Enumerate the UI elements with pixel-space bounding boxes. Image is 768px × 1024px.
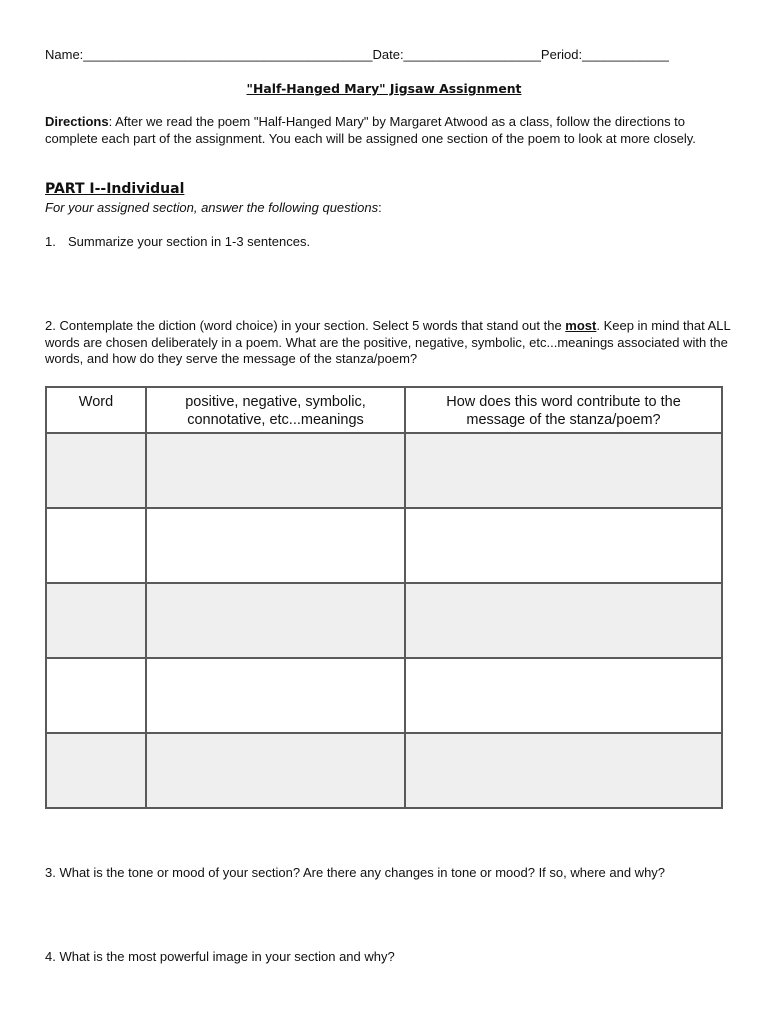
directions-text: : After we read the poem "Half-Hanged Mary" by Margaret Atwood as a class, follow the directions to complete each part of the assignment. You each will be assigned one section of the poem to look at more closely. (45, 114, 696, 146)
directions-label: Directions (45, 114, 109, 129)
contribution-cell[interactable] (405, 583, 722, 658)
table-row (46, 658, 722, 733)
meanings-cell[interactable] (146, 733, 405, 808)
question-2 (45, 318, 735, 368)
part-one-subtitle (45, 200, 382, 215)
header-word: Word (46, 387, 146, 433)
meanings-cell[interactable] (146, 583, 405, 658)
contribution-cell[interactable] (405, 508, 722, 583)
contribution-cell[interactable] (405, 658, 722, 733)
question-2-text-before: 2. Contemplate the diction (word choice) in your section. Select 5 words that stand out the (45, 318, 566, 333)
name-date-period-line: Name:________________________________________Date:___________________Period:____________ (45, 47, 669, 62)
contribution-cell[interactable] (405, 733, 722, 808)
word-cell[interactable] (46, 658, 146, 733)
question-1 (45, 234, 310, 249)
directions-paragraph (45, 114, 735, 147)
question-4: 4. What is the most powerful image in your section and why? (45, 949, 395, 964)
header-meanings: positive, negative, symbolic, connotative, etc...meanings (146, 387, 405, 433)
meanings-cell[interactable] (146, 508, 405, 583)
table-row (46, 508, 722, 583)
header-contribution: How does this word contribute to the message of the stanza/poem? (405, 387, 722, 433)
word-cell[interactable] (46, 508, 146, 583)
word-cell[interactable] (46, 583, 146, 658)
diction-table (45, 386, 723, 809)
worksheet-title: "Half-Hanged Mary" Jigsaw Assignment (246, 81, 522, 96)
part-one-heading: PART I--Individual (45, 181, 185, 197)
question-3: 3. What is the tone or mood of your section? Are there any changes in tone or mood? If so, where and why? (45, 865, 666, 880)
part-one-subtitle-colon: : (378, 200, 382, 215)
word-cell[interactable] (46, 733, 146, 808)
part-one-subtitle-text: For your assigned section, answer the following questions (45, 200, 379, 215)
table-row (46, 583, 722, 658)
question-1-text: Summarize your section in 1-3 sentences. (68, 234, 311, 249)
meanings-cell[interactable] (146, 433, 405, 508)
question-2-text-after: . Keep in mind that ALL words are chosen deliberately in a poem. What are the positive, negative, symbolic, etc...meanings associated with the words, and how do they serve the message of the stanza/poem? (45, 318, 731, 367)
word-cell[interactable] (46, 433, 146, 508)
table-row (46, 733, 722, 808)
question-2-emphasis: most (565, 318, 597, 333)
contribution-cell[interactable] (405, 433, 722, 508)
table-row (46, 433, 722, 508)
meanings-cell[interactable] (146, 658, 405, 733)
question-1-number: 1. (45, 234, 56, 249)
table-header-row (46, 387, 722, 433)
